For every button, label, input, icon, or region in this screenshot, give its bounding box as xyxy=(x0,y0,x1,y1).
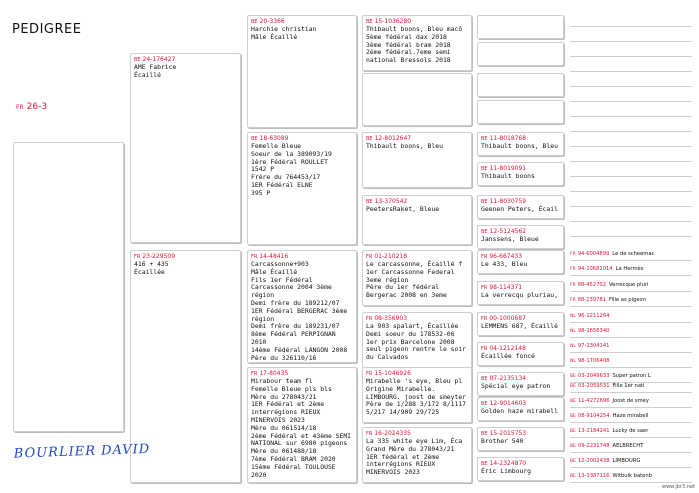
pigeon-info-line: 3eme région xyxy=(366,275,409,284)
ancestor-row[interactable] xyxy=(570,381,692,393)
ring-id: 14-2324870 xyxy=(489,460,527,467)
pigeon-info-line: Mère du 061488/18 xyxy=(251,447,317,456)
ring-id: 13-2184241 xyxy=(577,428,610,434)
ancestor-row-empty[interactable] xyxy=(570,45,692,57)
country-code: BE xyxy=(570,374,576,379)
pigeon-info-line: 1er Carcassonne Federal xyxy=(366,267,455,276)
ancestor-row-empty[interactable] xyxy=(570,135,692,147)
pigeon-card-gen4-5[interactable] xyxy=(477,250,564,274)
pigeon-info-line: 5/217 14/909 29/725 xyxy=(366,408,440,417)
pigeon-info-line: 2020 xyxy=(251,470,267,479)
ancestor-row[interactable] xyxy=(570,411,692,423)
pigeon-card-gen3-7[interactable] xyxy=(362,427,472,483)
country-code: FR xyxy=(570,283,576,288)
pigeon-info-line: région xyxy=(251,314,275,323)
empty-pigeon-card[interactable] xyxy=(477,15,564,39)
pigeon-info-line: Grand Mère du 278043/21 xyxy=(366,444,455,453)
ring-id: 14-48416 xyxy=(259,253,289,260)
pigeon-info-line: 2ème fédéral.7eme semi xyxy=(366,48,451,57)
ancestor-row[interactable] xyxy=(570,341,692,353)
pigeon-info-line: Thibault boons, Bleu xyxy=(366,142,443,150)
pigeon-card-gen4-6[interactable] xyxy=(477,281,564,305)
pigeon-info-line: du Calvados xyxy=(366,353,409,362)
ancestor-row[interactable] xyxy=(570,396,692,408)
ancestor-row-empty[interactable] xyxy=(570,105,692,117)
pigeon-info-line: Mère du 061514/18 xyxy=(251,423,317,432)
country-code: BE xyxy=(481,166,488,172)
ancestor-row[interactable] xyxy=(570,456,692,468)
ring-id: 15-2015753 xyxy=(489,430,527,437)
ring-id: 13-370542 xyxy=(374,198,408,205)
pigeon-info-line: 5ème fédéral dax 2018 xyxy=(366,32,447,41)
ring-id: 96-667433 xyxy=(489,253,523,260)
pigeon-info-line: Femelle Bleue xyxy=(251,142,302,150)
pigeon-info-line: Frère du 764453/17 xyxy=(251,173,321,182)
pigeon-info-line: Père du 326110/16 xyxy=(251,353,317,362)
breeder-signature: BOURLIER DAVID xyxy=(13,441,151,462)
ring-id: 18-63089 xyxy=(259,135,289,142)
ring-id: 01-210218 xyxy=(374,253,408,260)
country-code: FR xyxy=(481,346,488,352)
pigeon-card-gen3-3[interactable] xyxy=(362,195,472,245)
empty-pigeon-card[interactable] xyxy=(477,42,564,66)
country-code: FR xyxy=(481,254,488,260)
pigeon-info-line: Mâle Écaillé xyxy=(251,267,298,276)
ancestor-name: Super patron L xyxy=(612,373,651,379)
ancestor-row[interactable] xyxy=(570,326,692,338)
ring-id: 98-114371 xyxy=(489,284,523,291)
country-code: BE xyxy=(481,376,488,382)
pigeon-card-gen2-1[interactable] xyxy=(247,15,357,128)
ring-id: 94-6004899 xyxy=(577,251,610,257)
pigeon-info-line: 3ème fédéral bram 2018 xyxy=(366,40,451,49)
ring-id: 24-176427 xyxy=(142,56,176,63)
pigeon-info-line: Le 433, Bleu xyxy=(481,260,528,268)
ring-id: 12-9014603 xyxy=(489,400,527,407)
empty-pigeon-card[interactable] xyxy=(477,100,564,124)
country-code: BE xyxy=(570,384,576,389)
country-code: BE xyxy=(481,401,488,407)
country-code: BE xyxy=(570,399,576,404)
pigeon-info-line: Thibault boons xyxy=(481,172,535,180)
empty-pigeon-card[interactable] xyxy=(362,73,472,126)
pigeon-info-line: Écaillée xyxy=(134,267,165,276)
country-code: BE xyxy=(481,199,488,205)
ring-id: 03-2049633 xyxy=(577,373,610,379)
ring-id: 17-80435 xyxy=(259,370,289,377)
ring-id: 97-2304141 xyxy=(577,343,610,349)
watermark: www.jbr3.net xyxy=(662,484,695,490)
ring-id: 11-8030759 xyxy=(489,198,527,205)
pigeon-info-line: 14ème Fédéral LANGON 2008 xyxy=(251,345,348,354)
ancestor-row[interactable] xyxy=(570,356,692,368)
pigeon-info-line: Brother 540 xyxy=(481,437,524,445)
pigeon-info-line: 2010 xyxy=(251,337,267,346)
pigeon-info-line: Mâle Écaillé xyxy=(251,32,298,41)
ring-id: 12-8012647 xyxy=(374,135,412,142)
ancestor-name: Lucky de saer xyxy=(612,428,649,434)
country-code: FR xyxy=(366,254,373,260)
pigeon-info-line: AME Fabrice xyxy=(134,63,177,71)
pigeon-card-gen4-3[interactable] xyxy=(477,195,564,219)
country-code: NL xyxy=(570,344,576,349)
ancestor-row-empty[interactable] xyxy=(570,195,692,207)
ring-id: 03-2059531 xyxy=(577,383,610,389)
pigeon-info-line: 1ER Fédéral et 2ème xyxy=(251,400,325,409)
pigeon-card-gen3-6[interactable] xyxy=(362,367,472,423)
ring-id: 96-1211264 xyxy=(577,313,610,319)
ring-id: 12-5124562 xyxy=(489,228,527,235)
ring-id: 88-452702 xyxy=(577,282,606,288)
pigeon-info-line: Demi frère du 189212/07 xyxy=(251,298,340,307)
ancestor-row-empty[interactable] xyxy=(570,30,692,42)
ancestor-name: AELBRECHT xyxy=(612,443,644,449)
country-code: BE xyxy=(251,19,258,25)
ancestor-row[interactable] xyxy=(570,264,692,276)
pigeon-info-line: 1ER fédéral et 2ème xyxy=(366,452,440,461)
pigeon-info-line: La 903 spalart, Écaillée xyxy=(366,322,459,330)
ancestor-row-empty[interactable] xyxy=(570,60,692,72)
page-title: PEDIGREE xyxy=(12,22,82,37)
pigeon-info-line: La 335 white eye Lim, Éca xyxy=(366,437,463,445)
pigeon-info-line: Écaillée foncé xyxy=(481,352,535,360)
ancestor-row-empty[interactable] xyxy=(570,120,692,132)
country-code: BE xyxy=(570,429,576,434)
ancestor-row[interactable] xyxy=(570,295,692,307)
ring-id: 16-2024335 xyxy=(374,430,411,437)
ring-id: 07-2135134 xyxy=(489,375,527,382)
ancestor-name: Verrecque pluri xyxy=(609,282,649,288)
pigeon-card-gen4-11[interactable] xyxy=(477,427,564,451)
ancestor-name: LIMBOURG xyxy=(612,458,641,464)
pigeon-card-gen3-2[interactable] xyxy=(362,132,472,188)
pigeon-info-line: LEMMENS 687, Écaillé xyxy=(481,322,558,330)
pigeon-info-line: MINERVOIS 2023 xyxy=(251,415,305,424)
pigeon-info-line: Mirabelle 's eye, Bleu pl xyxy=(366,377,463,385)
pigeon-info-line: Le carcassonne, Écaillé f xyxy=(366,260,463,268)
country-code: FR xyxy=(134,254,141,260)
ring-id: 00-1000687 xyxy=(489,315,526,322)
ring-id: 08-356903 xyxy=(374,315,408,322)
pigeon-info-line: LIMBOURG. joost de smeyter xyxy=(366,392,467,401)
pigeon-info-line: région xyxy=(251,291,275,300)
country-code: FR xyxy=(570,252,576,257)
pigeon-info-line: 2ème Fédéral et 43ème SEMI xyxy=(251,431,352,440)
country-code: NL xyxy=(570,359,576,364)
ancestor-row-empty[interactable] xyxy=(570,225,692,237)
country-code: BE xyxy=(570,459,576,464)
pigeon-card-gen2-4[interactable] xyxy=(247,367,357,483)
ring-id: 23-229509 xyxy=(142,253,176,260)
ancestor-row[interactable] xyxy=(570,441,692,453)
country-code: FR xyxy=(366,371,373,377)
ring-id: 09-2231748 xyxy=(577,443,610,449)
ancestor-row-empty[interactable] xyxy=(570,90,692,102)
pigeon-info-line: 395 P xyxy=(251,188,271,197)
ancestor-row-empty[interactable] xyxy=(570,75,692,87)
country-code: NL xyxy=(570,314,576,319)
pigeon-card-gen4-9[interactable] xyxy=(477,372,564,396)
country-code: BE xyxy=(366,19,373,25)
subject-ring xyxy=(16,102,47,112)
pigeon-info-line: Origine Mirabelle. xyxy=(366,384,436,393)
ring-id: 88-239781 xyxy=(577,297,606,303)
ancestor-row-empty[interactable] xyxy=(570,15,692,27)
pigeon-info-line: Spécial eye patron xyxy=(481,382,551,390)
pigeon-card-gen2-3[interactable] xyxy=(247,250,357,363)
pigeon-info-line: Harchie christian xyxy=(251,25,317,33)
pigeon-info-line: 7ème Fédéral BRAM 2020 xyxy=(251,454,336,463)
ancestor-name: Joost de smey xyxy=(612,398,649,404)
country-code: FR xyxy=(251,254,258,260)
pigeon-info-line: seul pigeon rentre le soir xyxy=(366,345,467,354)
pigeon-info-line: PeetersRaket, Bleue xyxy=(366,205,440,213)
ancestor-row-empty[interactable] xyxy=(570,165,692,177)
country-code: FR xyxy=(366,431,373,437)
pigeon-card-gen4-12[interactable] xyxy=(477,457,564,481)
country-code: FR xyxy=(251,371,258,377)
pigeon-info-line: interrégions RIEUX xyxy=(251,408,321,417)
country-code: FR xyxy=(570,298,576,303)
pigeon-info-line: Thibault boons, Bleu xyxy=(481,142,558,150)
pigeon-info-line: Golden haze mirabell xyxy=(481,407,558,415)
pigeon-info-line: Mirabour team fl xyxy=(251,377,313,385)
pigeon-info-line: Soeur de la 389093/19 xyxy=(251,149,332,158)
ring-id: 08-9104254 xyxy=(577,413,610,419)
pigeon-info-line: Geenen Peters, Écail xyxy=(481,205,558,213)
ancestor-row[interactable] xyxy=(570,426,692,438)
pigeon-info-line: 1ère Fédéral ROULLET xyxy=(251,157,328,166)
ancestor-row[interactable] xyxy=(570,280,692,292)
pigeon-info-line: Père de 1/288 3/172 8/1117 xyxy=(366,400,467,409)
ring-id: 98-1656340 xyxy=(577,328,610,334)
ring-id: 12-2002438 xyxy=(577,458,610,464)
country-code: FR xyxy=(481,285,488,291)
pigeon-info-line: 416 + 435 xyxy=(134,260,169,268)
subject-country: FR xyxy=(16,104,24,111)
ancestor-row-empty[interactable] xyxy=(570,210,692,222)
pigeon-info-line: interrégions RIEUX xyxy=(366,460,436,469)
country-code: BE xyxy=(481,229,488,235)
pigeon-info-line: Fils 1er Fédéral xyxy=(251,275,313,284)
country-code: FR xyxy=(570,267,576,272)
pigeon-card-gen2-2[interactable] xyxy=(247,132,357,245)
subject-card xyxy=(13,142,124,432)
pigeon-info-line: Janssens, Bleue xyxy=(481,235,539,243)
pigeon-info-line: Mère du 278043/21 xyxy=(251,392,317,401)
pigeon-card-gen4-2[interactable] xyxy=(477,162,564,186)
pigeon-info-line: NATIONAL sur 6980 pigeons xyxy=(251,439,348,448)
pigeon-info-line: Bergerac 2008 en 3eme xyxy=(366,291,447,300)
pigeon-info-line: 1er prix Barcelone 2008 xyxy=(366,337,455,346)
ancestor-name: Fille 1er nati xyxy=(612,383,645,389)
ring-id: 11-8018768 xyxy=(489,135,527,142)
country-code: BE xyxy=(570,474,576,479)
pigeon-info-line: 1ER Fédéral ELNE xyxy=(251,180,313,189)
ring-id: 04-1212148 xyxy=(489,345,526,352)
pigeon-info-line: Demi soeur du 178532-06 xyxy=(366,329,455,338)
country-code: BE xyxy=(570,444,576,449)
pigeon-info-line: Éric Limbourg xyxy=(481,467,532,475)
pigeon-card-gen4-4[interactable] xyxy=(477,225,564,249)
pigeon-card-gen4-1[interactable] xyxy=(477,132,564,156)
ancestor-row[interactable] xyxy=(570,249,692,261)
country-code: BE xyxy=(481,431,488,437)
pigeon-card-gen1-1[interactable] xyxy=(130,53,241,243)
pigeon-info-line: 1542 P xyxy=(251,165,275,174)
country-code: BE xyxy=(481,461,488,467)
ancestor-name: La Hermès xyxy=(615,266,644,272)
ring-id: 13-3387116 xyxy=(577,473,610,479)
pigeon-info-line: national Bressols 2018 xyxy=(366,56,451,65)
pigeon-card-gen3-5[interactable] xyxy=(362,312,472,368)
ancestor-name: Haze mirabell xyxy=(612,413,649,419)
ancestor-name: Witbuik batenb xyxy=(612,473,652,479)
empty-pigeon-card[interactable] xyxy=(477,73,564,97)
country-code: FR xyxy=(481,316,488,322)
ring-id: 94-10681014 xyxy=(577,266,613,272)
pigeon-info-line: Femelle Bleue pls bls xyxy=(251,384,332,393)
country-code: BE xyxy=(570,414,576,419)
pigeon-info-line: La verrecqu pluriau, xyxy=(481,291,558,299)
ring-id: 20-3366 xyxy=(259,18,285,25)
ancestor-name: Le de scheemac xyxy=(612,251,655,257)
pigeon-card-gen4-8[interactable] xyxy=(477,342,564,366)
ring-id: 11-4272696 xyxy=(577,398,610,404)
country-code: BE xyxy=(481,136,488,142)
ancestor-row[interactable] xyxy=(570,311,692,323)
country-code: BE xyxy=(134,57,141,63)
country-code: BE xyxy=(366,136,373,142)
subject-ring-number: 26-3 xyxy=(26,102,48,112)
country-code: FR xyxy=(366,316,373,322)
pigeon-info-line: Carcassonne 2004 3ème xyxy=(251,283,332,292)
pigeon-card-gen4-10[interactable] xyxy=(477,397,564,421)
ancestor-row-empty[interactable] xyxy=(570,150,692,162)
pigeon-info-line: Écaillé xyxy=(134,70,161,79)
pigeon-info-line: 15ème Fédéral TOULOUSE xyxy=(251,462,336,471)
ring-id: 15-1036280 xyxy=(374,18,412,25)
pigeon-info-line: Carcassonne+903 xyxy=(251,260,309,268)
ancestor-row[interactable] xyxy=(570,471,692,483)
pigeon-info-line: Demi frère du 189231/07 xyxy=(251,322,340,331)
pigeon-info-line: MINERVOIS 2023 xyxy=(366,468,420,477)
pigeon-info-line: Père du 1er fédéral xyxy=(366,283,440,292)
pigeon-info-line: 1ER Fédéral BERGERAC 3ème xyxy=(251,306,348,315)
country-code: BE xyxy=(251,136,258,142)
pigeon-card-gen4-7[interactable] xyxy=(477,312,564,336)
country-code: BE xyxy=(366,199,373,205)
pigeon-info-line: Thibault boons, Bleu macô xyxy=(366,25,463,33)
ancestor-row-empty[interactable] xyxy=(570,180,692,192)
pigeon-card-gen3-1[interactable] xyxy=(362,15,472,71)
ring-id: 11-8019091 xyxy=(489,165,527,172)
ring-id: 98-1706408 xyxy=(577,358,610,364)
pigeon-info-line: 8ème Fédéral PERPIGNAN xyxy=(251,330,336,339)
pigeon-card-gen3-4[interactable] xyxy=(362,250,472,306)
country-code: NL xyxy=(570,329,576,334)
ancestor-name: Fille as pigeon xyxy=(609,297,646,303)
ring-id: 15-1046926 xyxy=(374,370,411,377)
